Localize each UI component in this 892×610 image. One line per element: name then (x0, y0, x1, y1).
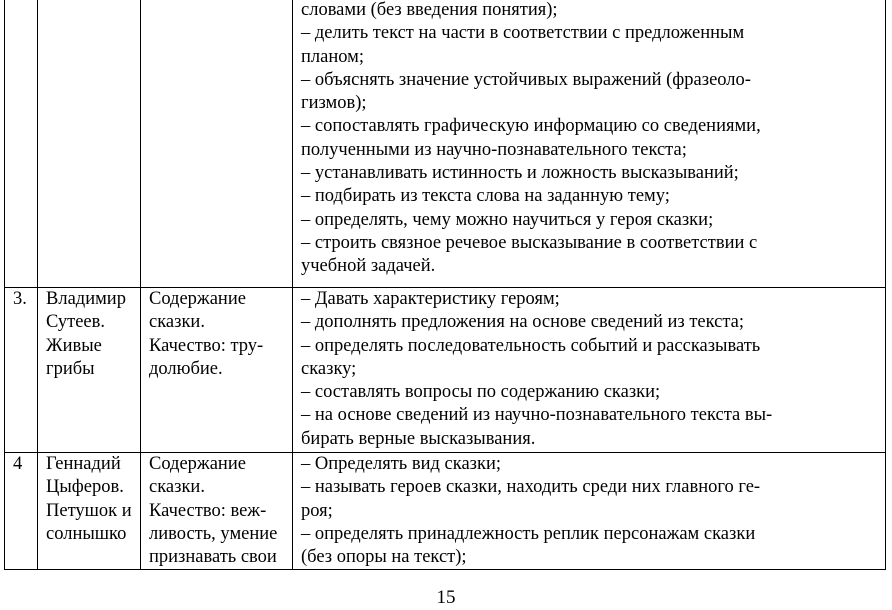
author-line: Живые (46, 335, 102, 356)
skills-line: бирать верные высказывания. (301, 428, 536, 449)
curriculum-table (4, 0, 886, 570)
content-line: ливость, умение (149, 523, 278, 544)
number-cell (5, 453, 38, 570)
author-line: грибы (46, 358, 95, 379)
author-line: Владимир (46, 289, 126, 309)
author-line: солнышко (46, 523, 127, 544)
author-line: Петушок и (46, 500, 132, 521)
author-cell (38, 288, 141, 453)
skills-line: – Давать характеристику героям; (301, 289, 560, 309)
skills-line: полученными из научно-познавательного текста; (301, 139, 687, 160)
skills-line: – строить связное речевое высказывание в соответствии с (301, 232, 758, 253)
number-cell (5, 0, 38, 288)
content-line: сказки. (149, 312, 205, 333)
content-cell (141, 288, 293, 453)
skills-line: – Определять вид сказки; (301, 454, 502, 474)
number-cell (5, 288, 38, 453)
skills-line: – на основе сведений из научно-познавательного текста вы- (301, 405, 773, 426)
author-line: Геннадий (46, 454, 121, 474)
author-line: Цыферов. (46, 477, 124, 498)
skills-line: гизмов); (301, 93, 367, 114)
skills-line: – объяснять значение устойчивых выражений (фразеоло- (301, 69, 751, 90)
skills-line: – делить текст на части в соответствии с предложенным (301, 23, 745, 44)
content-line: признавать свои (149, 547, 277, 568)
skills-line: – дополнять предложения на основе сведений из текста; (301, 312, 745, 333)
author-line: Сутеев. (46, 312, 105, 333)
skills-line: (без опоры на текст); (301, 547, 467, 568)
skills-cell (293, 453, 886, 570)
content-line: Качество: тру- (149, 335, 264, 356)
skills-line: – определять принадлежность реплик персонажам сказки (301, 523, 756, 544)
page-number: 15 (436, 587, 456, 608)
skills-line: словами (без введения понятия); (301, 0, 558, 20)
skills-line: – сопоставлять графическую информацию со сведениями, (301, 116, 761, 137)
skills-line: – составлять вопросы по содержанию сказки; (301, 382, 661, 403)
content-line: сказки. (149, 477, 205, 498)
table-row (5, 288, 886, 453)
content-line: Содержание (149, 289, 246, 309)
content-line: долюбие. (149, 358, 223, 379)
row-number: 3. (13, 289, 27, 309)
skills-line: – подбирать из текста слова на заданную тему; (301, 186, 670, 207)
row-number: 4 (13, 454, 23, 474)
content-cell (141, 0, 293, 288)
content-cell (141, 453, 293, 570)
skills-line: роя; (301, 500, 333, 521)
table-row (5, 453, 886, 570)
table-row (5, 0, 886, 288)
skills-line: планом; (301, 46, 364, 67)
skills-cell (293, 288, 886, 453)
skills-line: – называть героев сказки, находить среди них главного ге- (301, 477, 761, 498)
skills-line: – определять, чему можно научиться у героя сказки; (301, 209, 714, 230)
skills-line: учебной задачей. (301, 256, 436, 277)
skills-cell (293, 0, 886, 288)
content-line: Содержание (149, 454, 246, 474)
skills-line: – определять последовательность событий и рассказывать (301, 335, 761, 356)
skills-line: – устанавливать истинность и ложность высказываний; (301, 163, 739, 184)
author-cell (38, 453, 141, 570)
author-cell (38, 0, 141, 288)
content-line: Качество: веж- (149, 500, 267, 521)
skills-line: сказку; (301, 358, 357, 379)
